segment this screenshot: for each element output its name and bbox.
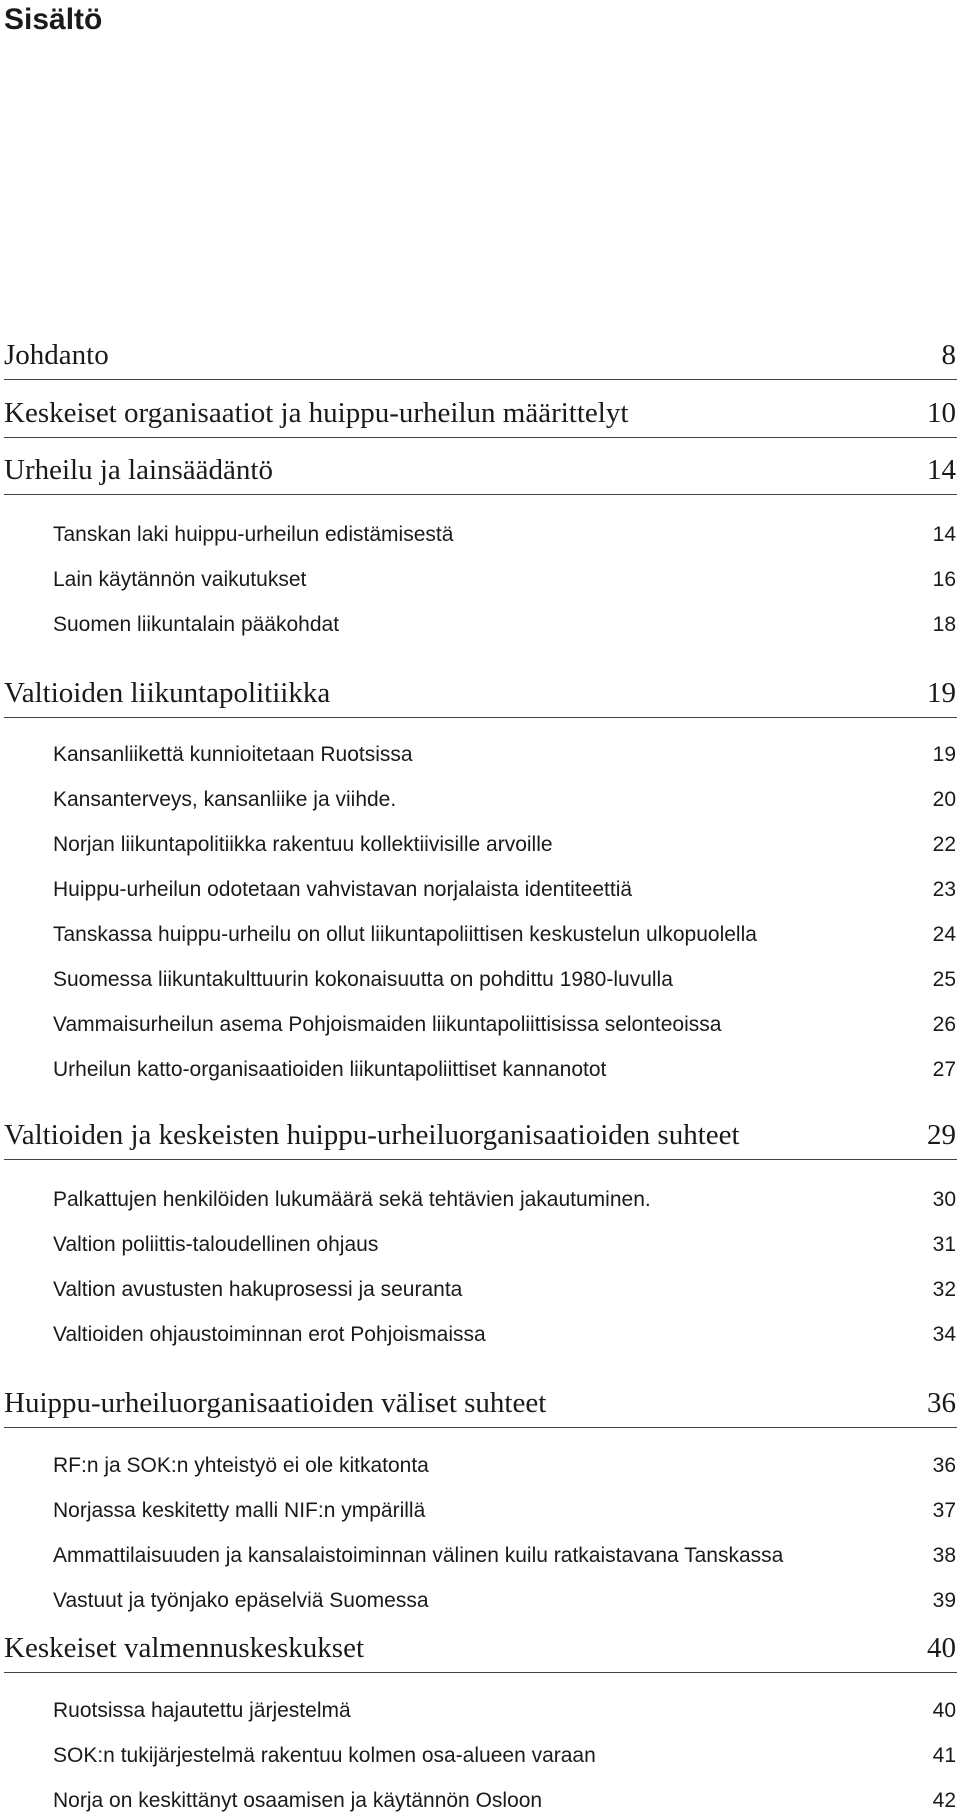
toc-section-entry[interactable] bbox=[0, 962, 960, 992]
toc-entry-page: 14 bbox=[927, 454, 956, 486]
toc-entry-title: Valtion poliittis-taloudellinen ohjaus bbox=[53, 1233, 379, 1256]
toc-entry-page: 24 bbox=[932, 923, 956, 946]
chapter-divider bbox=[4, 717, 957, 718]
toc-section-entry[interactable] bbox=[0, 1493, 960, 1523]
toc-entry-title: Vastuut ja työnjako epäselviä Suomessa bbox=[53, 1589, 429, 1612]
toc-entry-title: Vammaisurheilun asema Pohjoismaiden liikuntapoliittisissa selonteoissa bbox=[53, 1013, 722, 1036]
toc-entry-page: 40 bbox=[932, 1699, 956, 1722]
toc-entry-title: Valtioiden liikuntapolitiikka bbox=[4, 677, 331, 709]
toc-entry-title: Valtion avustusten hakuprosessi ja seuranta bbox=[53, 1278, 463, 1301]
toc-section-entry[interactable] bbox=[0, 827, 960, 857]
toc-entry-page: 19 bbox=[932, 743, 956, 766]
toc-section-entry[interactable] bbox=[0, 1052, 960, 1082]
chapter-divider bbox=[4, 1159, 957, 1160]
toc-section-entry[interactable] bbox=[0, 607, 960, 637]
toc-entry-title: Norja on keskittänyt osaamisen ja käytännön Osloon bbox=[53, 1789, 543, 1812]
chapter-divider bbox=[4, 379, 957, 380]
toc-entry-page: 22 bbox=[932, 833, 956, 856]
toc-section-entry[interactable] bbox=[0, 872, 960, 902]
toc-entry-title: Valtioiden ja keskeisten huippu-urheiluorganisaatioiden suhteet bbox=[4, 1119, 740, 1151]
toc-entry-title: Johdanto bbox=[4, 339, 109, 371]
chapter-divider bbox=[4, 1427, 957, 1428]
toc-section-entry[interactable] bbox=[0, 1007, 960, 1037]
toc-entry-title: Kansanterveys, kansanliike ja viihde. bbox=[53, 788, 397, 811]
toc-section-entry[interactable] bbox=[0, 737, 960, 767]
toc-section-entry[interactable] bbox=[0, 1738, 960, 1768]
toc-entry-page: 36 bbox=[927, 1387, 956, 1419]
toc-section-entry[interactable] bbox=[0, 1583, 960, 1613]
toc-chapter-entry[interactable] bbox=[0, 447, 960, 487]
toc-entry-page: 32 bbox=[932, 1278, 956, 1301]
toc-entry-page: 29 bbox=[927, 1119, 956, 1151]
toc-section-entry[interactable] bbox=[0, 1783, 960, 1813]
toc-entry-title: RF:n ja SOK:n yhteistyö ei ole kitkatonta bbox=[53, 1454, 429, 1477]
toc-section-entry[interactable] bbox=[0, 1448, 960, 1478]
toc-entry-page: 31 bbox=[932, 1233, 956, 1256]
toc-entry-page: 40 bbox=[927, 1632, 956, 1664]
toc-entry-title: Suomessa liikuntakulttuurin kokonaisuutta on pohdittu 1980-luvulla bbox=[53, 968, 673, 991]
page-title: Sisältö bbox=[4, 3, 103, 36]
toc-entry-page: 38 bbox=[932, 1544, 956, 1567]
toc-chapter-entry[interactable] bbox=[0, 390, 960, 430]
toc-entry-page: 39 bbox=[932, 1589, 956, 1612]
toc-entry-title: Kansanliikettä kunnioitetaan Ruotsissa bbox=[53, 743, 413, 766]
toc-section-entry[interactable] bbox=[0, 562, 960, 592]
toc-entry-title: Huippu-urheilun odotetaan vahvistavan norjalaista identiteettiä bbox=[53, 878, 633, 901]
toc-entry-title: Keskeiset valmennuskeskukset bbox=[4, 1632, 365, 1664]
toc-entry-title: Huippu-urheiluorganisaatioiden väliset suhteet bbox=[4, 1387, 547, 1419]
toc-section-entry[interactable] bbox=[0, 1538, 960, 1568]
toc-section-entry[interactable] bbox=[0, 917, 960, 947]
toc-entry-page: 18 bbox=[932, 613, 956, 636]
toc-section-entry[interactable] bbox=[0, 517, 960, 547]
toc-chapter-entry[interactable] bbox=[0, 332, 960, 372]
toc-section-entry[interactable] bbox=[0, 782, 960, 812]
toc-entry-title: Urheilun katto-organisaatioiden liikuntapoliittiset kannanotot bbox=[53, 1058, 607, 1081]
toc-chapter-entry[interactable] bbox=[0, 1112, 960, 1152]
toc-entry-page: 27 bbox=[932, 1058, 956, 1081]
toc-entry-title: Ruotsissa hajautettu järjestelmä bbox=[53, 1699, 351, 1722]
toc-entry-title: Palkattujen henkilöiden lukumäärä sekä tehtävien jakautuminen. bbox=[53, 1188, 651, 1211]
toc-chapter-entry[interactable] bbox=[0, 1625, 960, 1665]
toc-entry-page: 34 bbox=[932, 1323, 956, 1346]
toc-entry-page: 25 bbox=[932, 968, 956, 991]
toc-entry-page: 8 bbox=[941, 339, 956, 371]
chapter-divider bbox=[4, 1672, 957, 1673]
toc-entry-page: 36 bbox=[932, 1454, 956, 1477]
toc-entry-title: Tanskan laki huippu-urheilun edistämisestä bbox=[53, 523, 454, 546]
toc-chapter-entry[interactable] bbox=[0, 1380, 960, 1420]
toc-section-entry[interactable] bbox=[0, 1317, 960, 1347]
toc-entry-title: Keskeiset organisaatiot ja huippu-urheilun määrittelyt bbox=[4, 397, 629, 429]
toc-chapter-entry[interactable] bbox=[0, 670, 960, 710]
chapter-divider bbox=[4, 437, 957, 438]
toc-entry-title: Suomen liikuntalain pääkohdat bbox=[53, 613, 340, 636]
toc-entry-title: Urheilu ja lainsäädäntö bbox=[4, 454, 273, 486]
toc-entry-page: 41 bbox=[932, 1744, 956, 1767]
toc-entry-title: SOK:n tukijärjestelmä rakentuu kolmen osa-alueen varaan bbox=[53, 1744, 596, 1767]
toc-entry-page: 30 bbox=[932, 1188, 956, 1211]
toc-entry-page: 37 bbox=[932, 1499, 956, 1522]
toc-entry-title: Lain käytännön vaikutukset bbox=[53, 568, 307, 591]
toc-entry-title: Norjassa keskitetty malli NIF:n ympärillä bbox=[53, 1499, 426, 1522]
chapter-divider bbox=[4, 494, 957, 495]
toc-entry-page: 20 bbox=[932, 788, 956, 811]
toc-entry-title: Ammattilaisuuden ja kansalaistoiminnan välinen kuilu ratkaistavana Tanskassa bbox=[53, 1544, 784, 1567]
toc-entry-title: Norjan liikuntapolitiikka rakentuu kollektiivisille arvoille bbox=[53, 833, 553, 856]
toc-entry-page: 42 bbox=[932, 1789, 956, 1812]
toc-entry-page: 26 bbox=[932, 1013, 956, 1036]
toc-entry-title: Tanskassa huippu-urheilu on ollut liikuntapoliittisen keskustelun ulkopuolella bbox=[53, 923, 757, 946]
toc-section-entry[interactable] bbox=[0, 1272, 960, 1302]
toc-entry-page: 19 bbox=[927, 677, 956, 709]
toc-entry-page: 23 bbox=[932, 878, 956, 901]
toc-section-entry[interactable] bbox=[0, 1182, 960, 1212]
toc-entry-page: 16 bbox=[932, 568, 956, 591]
toc-entry-title: Valtioiden ohjaustoiminnan erot Pohjoismaissa bbox=[53, 1323, 486, 1346]
toc-entry-page: 14 bbox=[932, 523, 956, 546]
toc-entry-page: 10 bbox=[927, 397, 956, 429]
toc-section-entry[interactable] bbox=[0, 1693, 960, 1723]
toc-section-entry[interactable] bbox=[0, 1227, 960, 1257]
